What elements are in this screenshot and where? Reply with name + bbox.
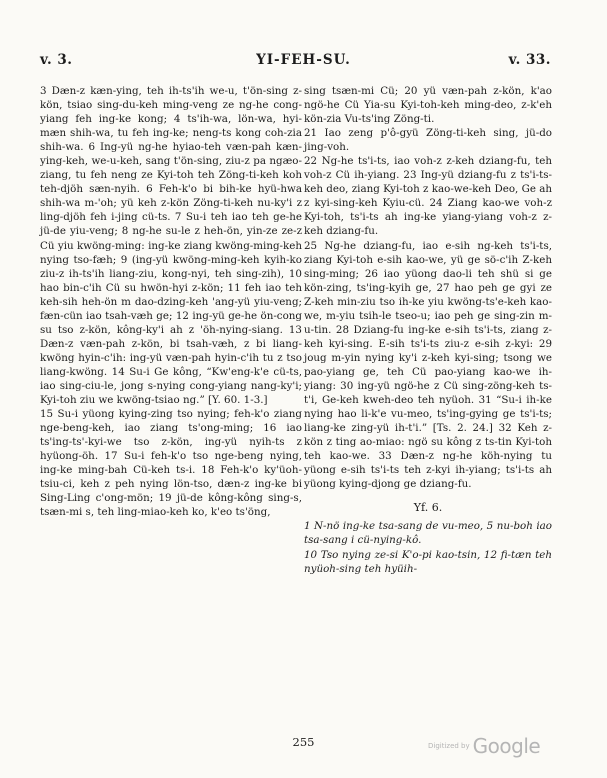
header-verse-end: v. 33. (508, 52, 551, 68)
summary-line: 10 Tso nying ze-si K'o-pi kao-tsin, 12 fi-tæn teh nyüoh-sing teh hyüih- (304, 548, 552, 575)
paragraph: 15 Su-i yüong kying-zing tso nying; feh-k'o ziang nge-beng-keh, iao ziang ts'ong-ming; 16 iao ts'ing-ts'-kyi-we tso z-kön, ing-yü nyih-ts z hyüong-öh. 17 Su-i feh-k'o tso nge-beng nying, ing-ke ming-bah Cü-keh ts-i. 18 Feh-k'o ky'üoh-tsiu-ci, keh z peh nying lön-tso, dæn-z ing-ke bi Sing-Ling c'ong-mön; 19 jü-de kông-kông sing-s, tsæn-mi s, teh ling-miao-keh ko, k'eo ts'öng, (40, 408, 302, 519)
chapter-heading: Yf. 6. (413, 501, 443, 515)
chapter-summary (304, 519, 552, 575)
paragraph: 21 Iao zeng p'ô-gyü Zöng-ti-keh sing, jü-do jing-voh. (304, 127, 552, 154)
paragraph: 22 Ng-he ts'i-ts, iao voh-z z-keh dziang-fu, teh voh-z Cü ih-yiang. 23 Ing-yü dziang-fu z ts'i-ts-keh deo, ziang Kyi-toh z kao-we-keh Deo, Ge ah z kyi-sing-keh Kyiu-cü. 24 Ziang kao-we voh-z Kyi-toh, ts'i-ts ah ing-ke yiang-yiang voh-z z-keh dziang-fu. (304, 155, 552, 238)
google-logo: Google (472, 734, 541, 758)
page-number: 255 (292, 735, 315, 749)
watermark-prefix: Digitized by (428, 742, 470, 750)
paragraph: 25 Ng-he dziang-fu, iao e-sih ng-keh ts'i-ts, ziang Kyi-toh e-sih kao-we, yü ge sö-c'ih Z-keh sing-ming; 26 iao yüong dao-li teh shü si ge kön-zing, ts'ing-kyih ge, 27 hao peh ge gyi ze Z-keh min-ziu tso ih-ke yiu kwöng-ts'e-keh kao-we, m-yiu tsih-le tseo-u; iao peh ge sing-zin m-u-tin. 28 Dziang-fu ing-ke e-sih ts'i-ts, ziang z-keh kyi-sing. E-sih ts'i-ts ziu-z e-sih z-kyi: 29 joug m-yin nying ky'i z-keh kyi-sing; tsong we pao-yiang ge, teh Cü pao-yiang kao-we ih-yiang: 30 ing-yü ngö-he z Cü sing-zöng-keh ts-t'i, Ge-keh kweh-deo teh nyüoh. 31 “Su-i ih-ke nying hao li-k'e vu-meo, ts'ing-gying ge ts'i-ts; liang-ke zing-yü ih-t'i.” [Ts. 2. 24.] 32 Keh z-kön z ting ao-miao: ngö su kông z ts-tin Kyi-toh teh kao-we. 33 Dæn-z ng-he köh-nying tu yüong e-sih ts'i-ts teh z-kyi ih-yiang; ts'i-ts ah yüong kying-djong ge dziang-fu. (304, 239, 552, 491)
header-verse-start: v. 3. (40, 52, 73, 68)
left-column (40, 84, 302, 519)
running-header (0, 52, 607, 74)
paragraph: 3 Dæn-z kæn-ying, teh ih-ts'ih we-u, t'ön-sing z-kön, tsiao sing-du-keh ming-veng ze ng-he cong-yiang feh ing-ke kong; 4 ts'ih-wa, lön-wa, hyi-mæn shih-wa, tu feh ing-ke; neng-ts kong coh-zia shih-wa. 6 Ing-yü ng-he hyiao-teh væn-pah kæn-ying-keh, we-u-keh, sang t'ön-sing, ziu-z pa ngæo-ziang, tu feh neng ze Kyi-toh teh Zöng-ti-keh koh teh-djöh sæn-nyih. 6 Feh-k'o bi bih-ke hyü-hwa shih-wa m-'oh; yü keh z-kön Zöng-ti-keh nu-ky'i z ling-djöh feh i-jing cü-ts. 7 Su-i teh iao teh ge-he jü-de yiu-veng; 8 ng-he su-le z heh-ön, yin-ze ze-z Cü yiu kwöng-ming: ing-ke ziang kwöng-ming-keh nying tso-fæh; 9 (ing-yü kwöng-ming-keh kyih-ko ziu-z ih-ts'ih liang-ziu, kong-nyi, teh sing-zih), 10 hao bin-c'ih Cü su hwön-hyi z-kön; 11 feh iao teh keh-sih heh-ön m dao-dzing-keh 'ang-yü yiu-veng; fæn-cün iao tsah-væh ge; 12 ing-yü ge-he ön-cong su tso z-kön, kông-ky'i ah z 'öh-nying-siang. 13 Dæn-z væn-pah z-kön, bi tsah-væh, z bi liang-kwöng hyin-c'ih: ing-yü væn-pah hyin-c'ih tu z tso liang-kwöng. 14 Su-i Ge kông, “Kw'eng-k'e cü-ts, iao sing-ciu-le, jong s-nying cong-yiang nang-ky'i; Kyi-toh ziu we kwöng-tsiao ng.” [Y. 60. 1-3.] (40, 85, 302, 407)
header-book-title: YI-FEH-SU. (256, 52, 351, 68)
summary-line: 1 N-nö ing-ke tsa-sang de vu-meo, 5 nu-boh iao tsa-sang i cü-nying-kô. (304, 520, 552, 547)
digitized-watermark (428, 734, 540, 758)
right-column (304, 84, 552, 576)
paragraph: sing tsæn-mi Cü; 20 yü væn-pah z-kön, k'ao ngö-he Cü Yia-su Kyi-toh-keh ming-deo, z-k'eh kön-zia Vu-ts'ing Zöng-ti. (304, 85, 552, 126)
